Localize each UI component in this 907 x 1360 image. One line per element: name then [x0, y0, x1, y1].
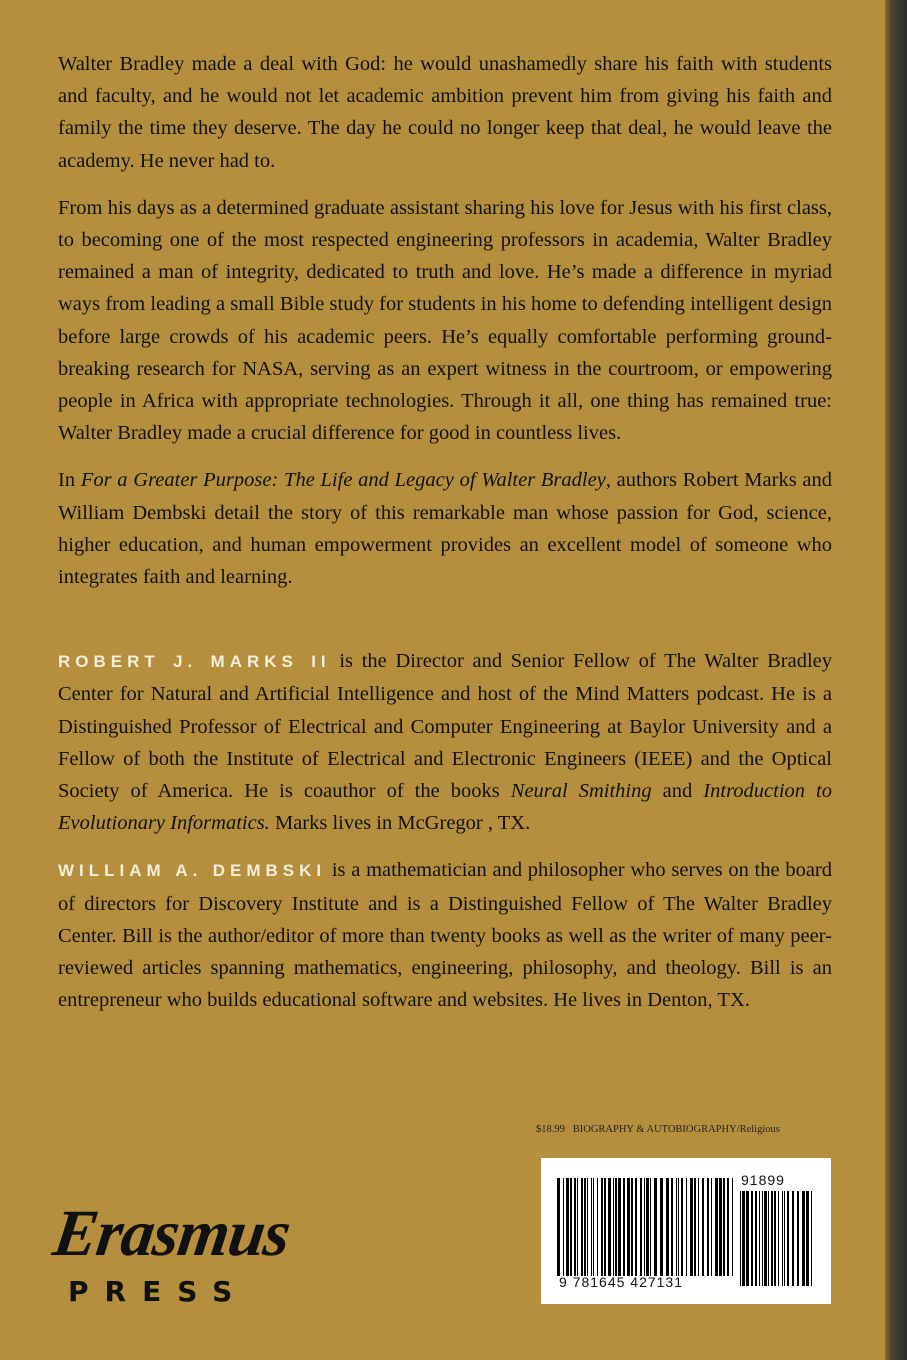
category: BIOGRAPHY & AUTOBIOGRAPHY/Religious: [572, 1124, 780, 1135]
barcode-bar: [715, 1178, 718, 1276]
publisher-logo-script: Erasmus: [48, 1197, 295, 1270]
barcode-bar: [563, 1178, 564, 1276]
blurb-p3-rest: , authors Robert Marks and William Dembski detail the story of this remarkable man whose passion for God, science, higher education, and human empowerment provides an excellent model of someone who integrates faith and learning.: [58, 469, 833, 589]
barcode-bar: [759, 1191, 760, 1286]
barcode-bar: [740, 1191, 741, 1286]
barcode-bar: [762, 1191, 763, 1286]
barcode-bar: [627, 1178, 630, 1276]
barcode-bar: [650, 1178, 651, 1276]
barcode-bar: [577, 1178, 578, 1276]
barcode-bar: [771, 1191, 773, 1286]
barcode-bar: [671, 1178, 673, 1276]
barcode-bar: [646, 1178, 649, 1276]
barcode-bar: [746, 1191, 749, 1286]
price-addon-barcode-bars: [740, 1191, 812, 1286]
price-category-line: [536, 1124, 836, 1135]
dembski-name: WILLIAM A. DEMBSKI: [58, 861, 327, 881]
barcode-bar: [711, 1178, 712, 1276]
marks-book-1: Neural Smithing: [510, 780, 652, 803]
barcode-bar: [681, 1178, 683, 1276]
spine-shadow: [885, 0, 907, 1360]
barcode-bar: [601, 1178, 603, 1276]
barcode-bar: [764, 1191, 767, 1286]
barcode-bar: [742, 1191, 745, 1286]
marks-name: ROBERT J. MARKS II: [58, 652, 331, 672]
marks-bio-part-3: Marks lives in McGregor , TX.: [269, 812, 531, 835]
barcode-bar: [591, 1178, 592, 1276]
barcode-bar: [584, 1178, 586, 1276]
barcode-bar: [597, 1178, 598, 1276]
barcode-bar: [768, 1191, 769, 1286]
barcode: [541, 1158, 831, 1304]
barcode-bar: [686, 1178, 687, 1276]
barcode-bar: [676, 1178, 677, 1276]
barcode-bar: [787, 1191, 789, 1286]
barcode-bar: [644, 1178, 645, 1276]
dembski-bio-text: is a mathematician and philosopher who serves on the board of directors for Discovery Institute and is a Distinguished Fellow of The Walter Bradley Center. Bill is the author/editor of more than twenty books as well as the writer of many peer-reviewed articles spanning mathematics, engineering, philosophy, and theology. Bill is an entrepreneur who builds educational software and websites. He lives in Denton, TX.: [58, 859, 833, 1012]
marks-bio: [58, 645, 832, 839]
barcode-bar: [615, 1178, 617, 1276]
barcode-bar: [723, 1178, 725, 1276]
barcode-bar: [557, 1178, 560, 1276]
barcode-bar: [593, 1178, 594, 1276]
barcode-bar: [782, 1191, 783, 1286]
isbn-barcode-bars: [557, 1178, 735, 1276]
marks-bio-part-1: is the Director and Senior Fellow of The Walter Bradley Center for Natural and Artificial Intelligence and host of the Mind Matters podcast. He is a Distinguished Professor of Electrical and Computer Engineering at Baylor University and a Fellow of both the Institute of Electrical and Electronic Engineers (IEEE) and the Optical Society of America. He is coauthor of the books: [58, 650, 832, 803]
barcode-bar: [587, 1178, 588, 1276]
barcode-bar: [694, 1178, 696, 1276]
barcode-bar: [690, 1178, 693, 1276]
blurb-p3-prefix: In: [58, 469, 81, 492]
barcode-bar: [666, 1178, 669, 1276]
barcode-bar: [623, 1178, 625, 1276]
barcode-bar: [732, 1178, 733, 1276]
barcode-bar: [802, 1191, 805, 1286]
barcode-bar: [702, 1178, 704, 1276]
blurb-paragraph-1: Walter Bradley made a deal with God: he would unashamedly share his faith with students and faculty, and he would not let academic ambition prevent him from giving his faith and family the time they deserve. The day he could no longer keep that deal, he would leave the academy. He never had to.: [58, 53, 832, 172]
barcode-bar: [660, 1178, 663, 1276]
barcode-bar: [574, 1178, 576, 1276]
barcode-bar: [618, 1178, 621, 1276]
marks-book-2: Introduction to Evolutionary Informatics.: [58, 780, 832, 835]
barcode-bar: [604, 1178, 606, 1276]
barcode-bar: [608, 1178, 611, 1276]
barcode-bar: [806, 1191, 809, 1286]
barcode-bar: [635, 1178, 637, 1276]
blurb-paragraph-3: [58, 464, 832, 593]
barcode-bar: [778, 1191, 779, 1286]
barcode-bar: [631, 1178, 633, 1276]
barcode-bar: [727, 1178, 729, 1276]
barcode-bar: [719, 1178, 722, 1276]
back-cover-text: [58, 48, 832, 1031]
barcode-bar: [678, 1178, 679, 1276]
barcode-bar: [640, 1178, 642, 1276]
dembski-bio: [58, 854, 832, 1016]
barcode-bar: [570, 1178, 572, 1276]
isbn-number: 9 781645 427131: [559, 1274, 683, 1290]
barcode-bar: [751, 1191, 753, 1286]
publisher-logo-press: PRESS: [68, 1275, 249, 1308]
addon-number: 91899: [741, 1172, 785, 1188]
barcode-bar: [581, 1178, 583, 1276]
barcode-bar: [707, 1178, 709, 1276]
barcode-bar: [797, 1191, 799, 1286]
barcode-bar: [654, 1178, 657, 1276]
barcode-bar: [811, 1191, 812, 1286]
marks-bio-part-2: and: [651, 780, 704, 803]
barcode-bar: [784, 1191, 785, 1286]
barcode-bar: [698, 1178, 699, 1276]
barcode-bar: [792, 1191, 794, 1286]
price: $18.99: [536, 1124, 565, 1135]
barcode-bar: [755, 1191, 757, 1286]
barcode-bar: [774, 1191, 776, 1286]
barcode-bar: [566, 1178, 569, 1276]
blurb-paragraph-2: From his days as a determined graduate assistant sharing his love for Jesus with his first class, to becoming one of the most respected engineering professors in academia, Walter Bradley remained a man of integrity, dedicated to truth and love. He’s made a difference in myriad ways from leading a small Bible study for students in his home to defending intelligent design before large crowds of his academic peers. He’s equally comfortable performing ground-breaking research for NASA, serving as an expert witness in the courtroom, or empowering people in Africa with appropriate technologies. Through it all, one thing has remained true: Walter Bradley made a crucial difference for good in countless lives.: [58, 196, 832, 445]
book-title: For a Greater Purpose: The Life and Legacy of Walter Bradley: [80, 469, 606, 492]
barcode-bar: [613, 1178, 614, 1276]
